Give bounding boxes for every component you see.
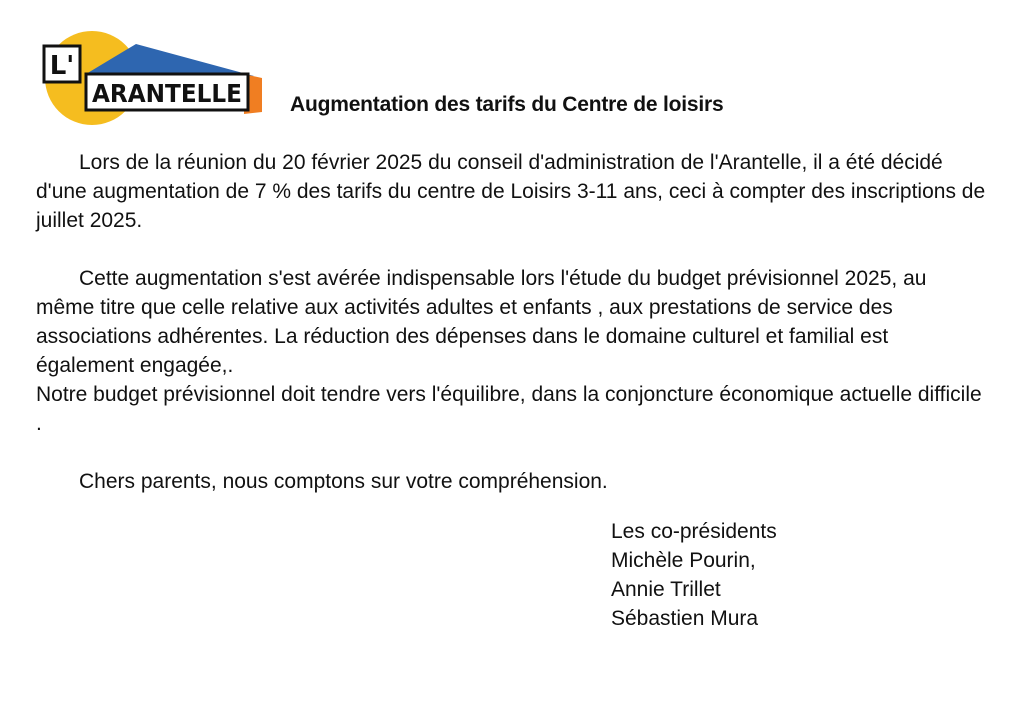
signature-name: Sébastien Mura xyxy=(611,607,759,630)
paragraph-closing: Chers parents, nous comptons sur votre compréhension. xyxy=(79,470,608,493)
paragraph-justification: Cette augmentation s'est avérée indispensable lors l'étude du budget prévisionnel 2025, au même titre que celle relative aux activités adultes et enfants , aux prestations de service des associations adhérentes. La réduction des dépenses dans le domaine culturel et familial est également engagée,. xyxy=(36,267,927,377)
page-title: Augmentation des tarifs du Centre de loisirs xyxy=(290,93,724,116)
signature-name: Annie Trillet xyxy=(611,578,721,601)
logo-main-text: ARANTELLE xyxy=(92,79,242,108)
signature-heading: Les co-présidents xyxy=(611,520,777,543)
signature-name: Michèle Pourin, xyxy=(611,549,756,572)
paragraph-budget: Notre budget prévisionnel doit tendre vers l'équilibre, dans la conjoncture économique actuelle difficile . xyxy=(36,383,982,435)
arantelle-logo xyxy=(40,30,264,128)
paragraph-announcement: Lors de la réunion du 20 février 2025 du conseil d'administration de l'Arantelle, il a été décidé d'une augmentation de 7 % des tarifs du centre de Loisirs 3-11 ans, ceci à compter des inscriptions de juillet 2025. xyxy=(36,151,986,232)
logo-prefix-text: L' xyxy=(49,51,75,81)
signature-block xyxy=(611,517,777,633)
letter-body xyxy=(36,148,986,496)
